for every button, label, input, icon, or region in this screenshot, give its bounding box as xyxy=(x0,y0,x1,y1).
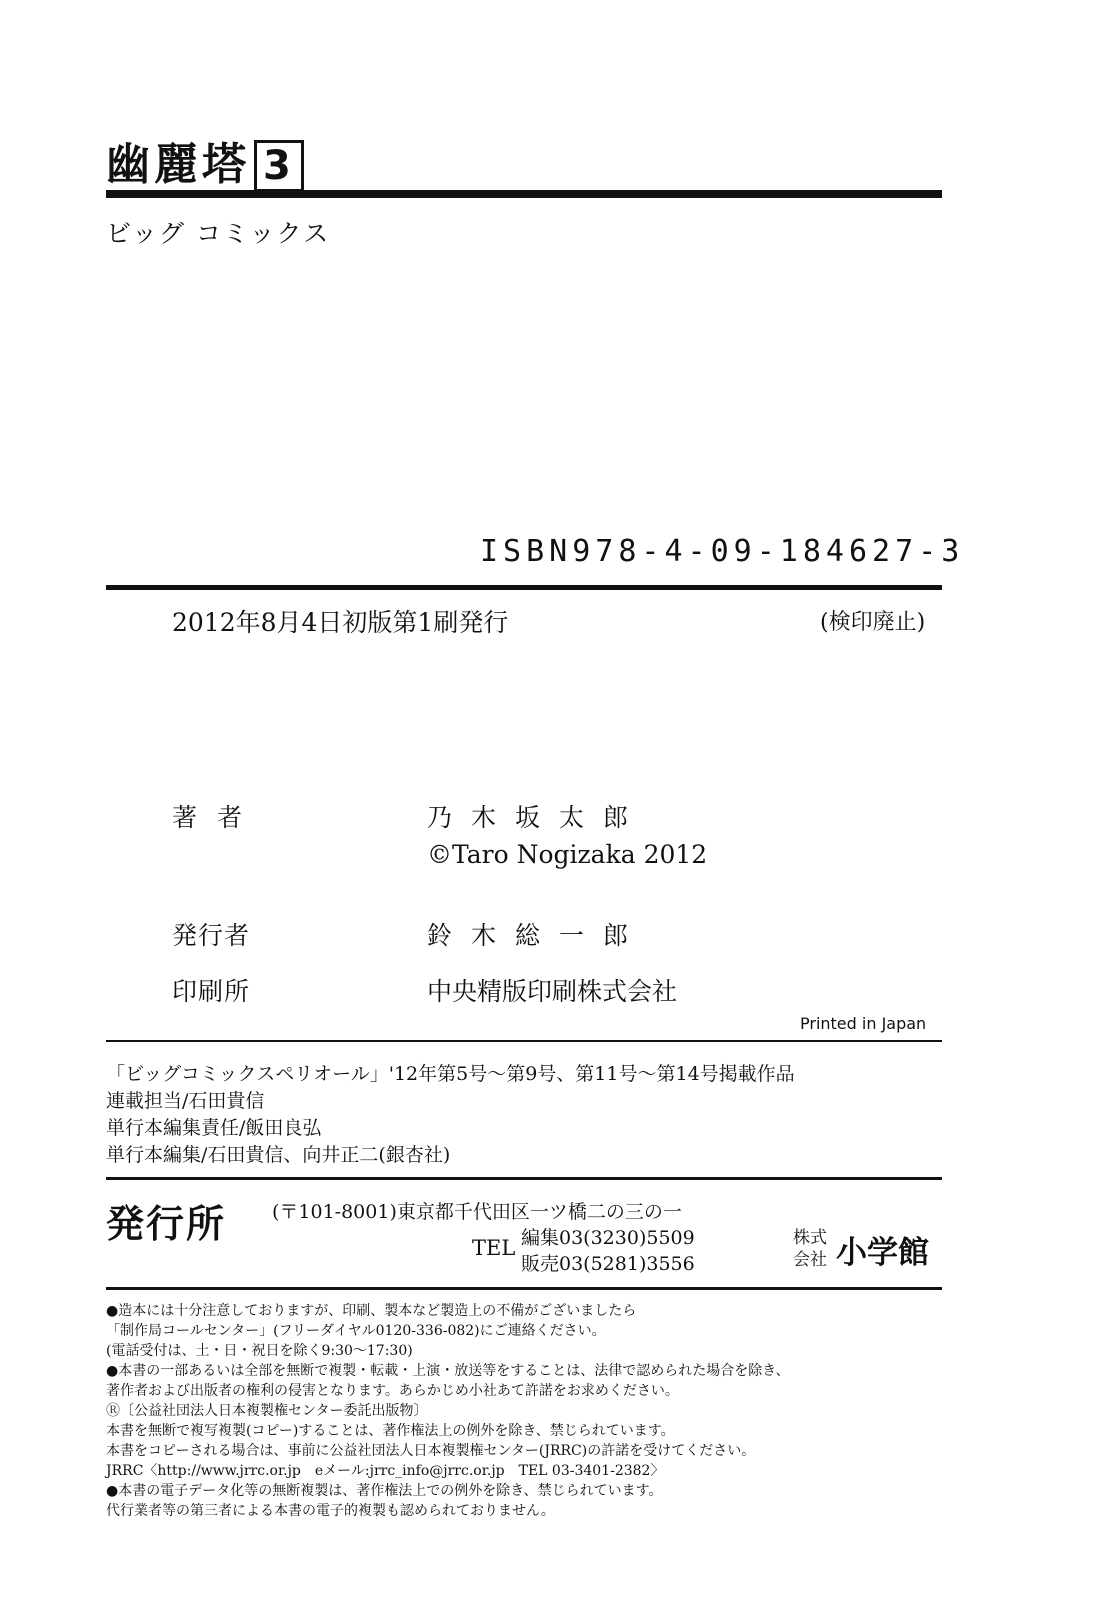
kabushiki-label: 株式 xyxy=(793,1228,827,1248)
staff-rule xyxy=(106,1177,942,1180)
publisher-rule xyxy=(106,1287,942,1290)
volume-number: 3 xyxy=(254,140,304,192)
book-title-text: 幽麗塔 xyxy=(106,139,250,190)
notice-line: 代行業者等の第三者による本書の電子的複製も認められておりません。 xyxy=(106,1503,555,1519)
series-name: ビッグ コミックス xyxy=(106,219,331,248)
notice-line: Ⓡ〔公益社団法人日本複製権センター委託出版物〕 xyxy=(106,1403,428,1419)
printed-in-japan: Printed in Japan xyxy=(800,1014,927,1033)
publisher-address: (〒101-8001)東京都千代田区一ツ橋二の三の一 xyxy=(272,1201,682,1223)
tel-sales: 販売03(5281)3556 xyxy=(521,1253,695,1275)
publisher-person-name: 鈴木総一郎 xyxy=(427,921,648,950)
isbn: ISBN978-4-09-184627-3 xyxy=(480,534,965,569)
notice-line: ●造本には十分注意しておりますが、印刷、製本など製造上の不備がございましたら xyxy=(106,1303,637,1319)
book-title xyxy=(106,128,304,192)
notice-line: (電話受付は、土・日・祝日を除く9:30～17:30) xyxy=(106,1343,413,1359)
publication-date: 2012年8月4日初版第1刷発行 xyxy=(172,608,509,637)
publisher-person-label: 発行者 xyxy=(172,921,251,950)
tel-label: TEL xyxy=(472,1236,516,1260)
printer-name: 中央精版印刷株式会社 xyxy=(427,977,678,1006)
shogakukan-logo: 小学館 xyxy=(836,1235,929,1271)
notice-line: ●本書の一部あるいは全部を無断で複製・転載・上演・放送等をすることは、法律で認められた場合を除き、 xyxy=(106,1363,790,1379)
kaisha-label: 会社 xyxy=(793,1250,827,1270)
seal-abolished-note: (検印廃止) xyxy=(820,610,926,635)
notice-line: 本書をコピーされる場合は、事前に公益社団法人日本複製権センター(JRRC)の許諾を受けてください。 xyxy=(106,1443,756,1459)
publisher-heading: 発行所 xyxy=(106,1202,227,1246)
serialization-editor: 連載担当/石田貴信 xyxy=(106,1090,265,1112)
isbn-rule xyxy=(106,585,942,590)
credits-rule xyxy=(106,1040,942,1042)
notice-line: 「制作局コールセンター」(フリーダイヤル0120-336-082)にご連絡ください。 xyxy=(106,1323,606,1339)
notice-line: ●本書の電子データ化等の無断複製は、著作権法上での例外を除き、禁じられています。 xyxy=(106,1483,663,1499)
title-rule xyxy=(106,190,942,198)
volume-editor: 単行本編集/石田貴信、向井正二(銀杏社) xyxy=(106,1144,451,1166)
tel-editorial: 編集03(3230)5509 xyxy=(521,1227,695,1249)
volume-chief-editor: 単行本編集責任/飯田良弘 xyxy=(106,1117,322,1139)
notice-line: 著作者および出版者の権利の侵害となります。あらかじめ小社あて許諾をお求めください。 xyxy=(106,1383,679,1399)
serialization-note: 「ビッグコミックスペリオール」'12年第5号～第9号、第11号～第14号掲載作品 xyxy=(106,1063,795,1085)
notice-line: JRRC〈http://www.jrrc.or.jp eメール:jrrc_info@jrrc.or.jp TEL 03-3401-2382〉 xyxy=(106,1463,665,1479)
copyright-notice: ©Taro Nogizaka 2012 xyxy=(427,840,708,869)
author-label: 著 者 xyxy=(172,803,248,832)
author-name: 乃木坂太郎 xyxy=(427,803,648,832)
notice-line: 本書を無断で複写複製(コピー)することは、著作権法上の例外を除き、禁じられています。 xyxy=(106,1423,675,1439)
printer-label: 印刷所 xyxy=(172,977,251,1006)
